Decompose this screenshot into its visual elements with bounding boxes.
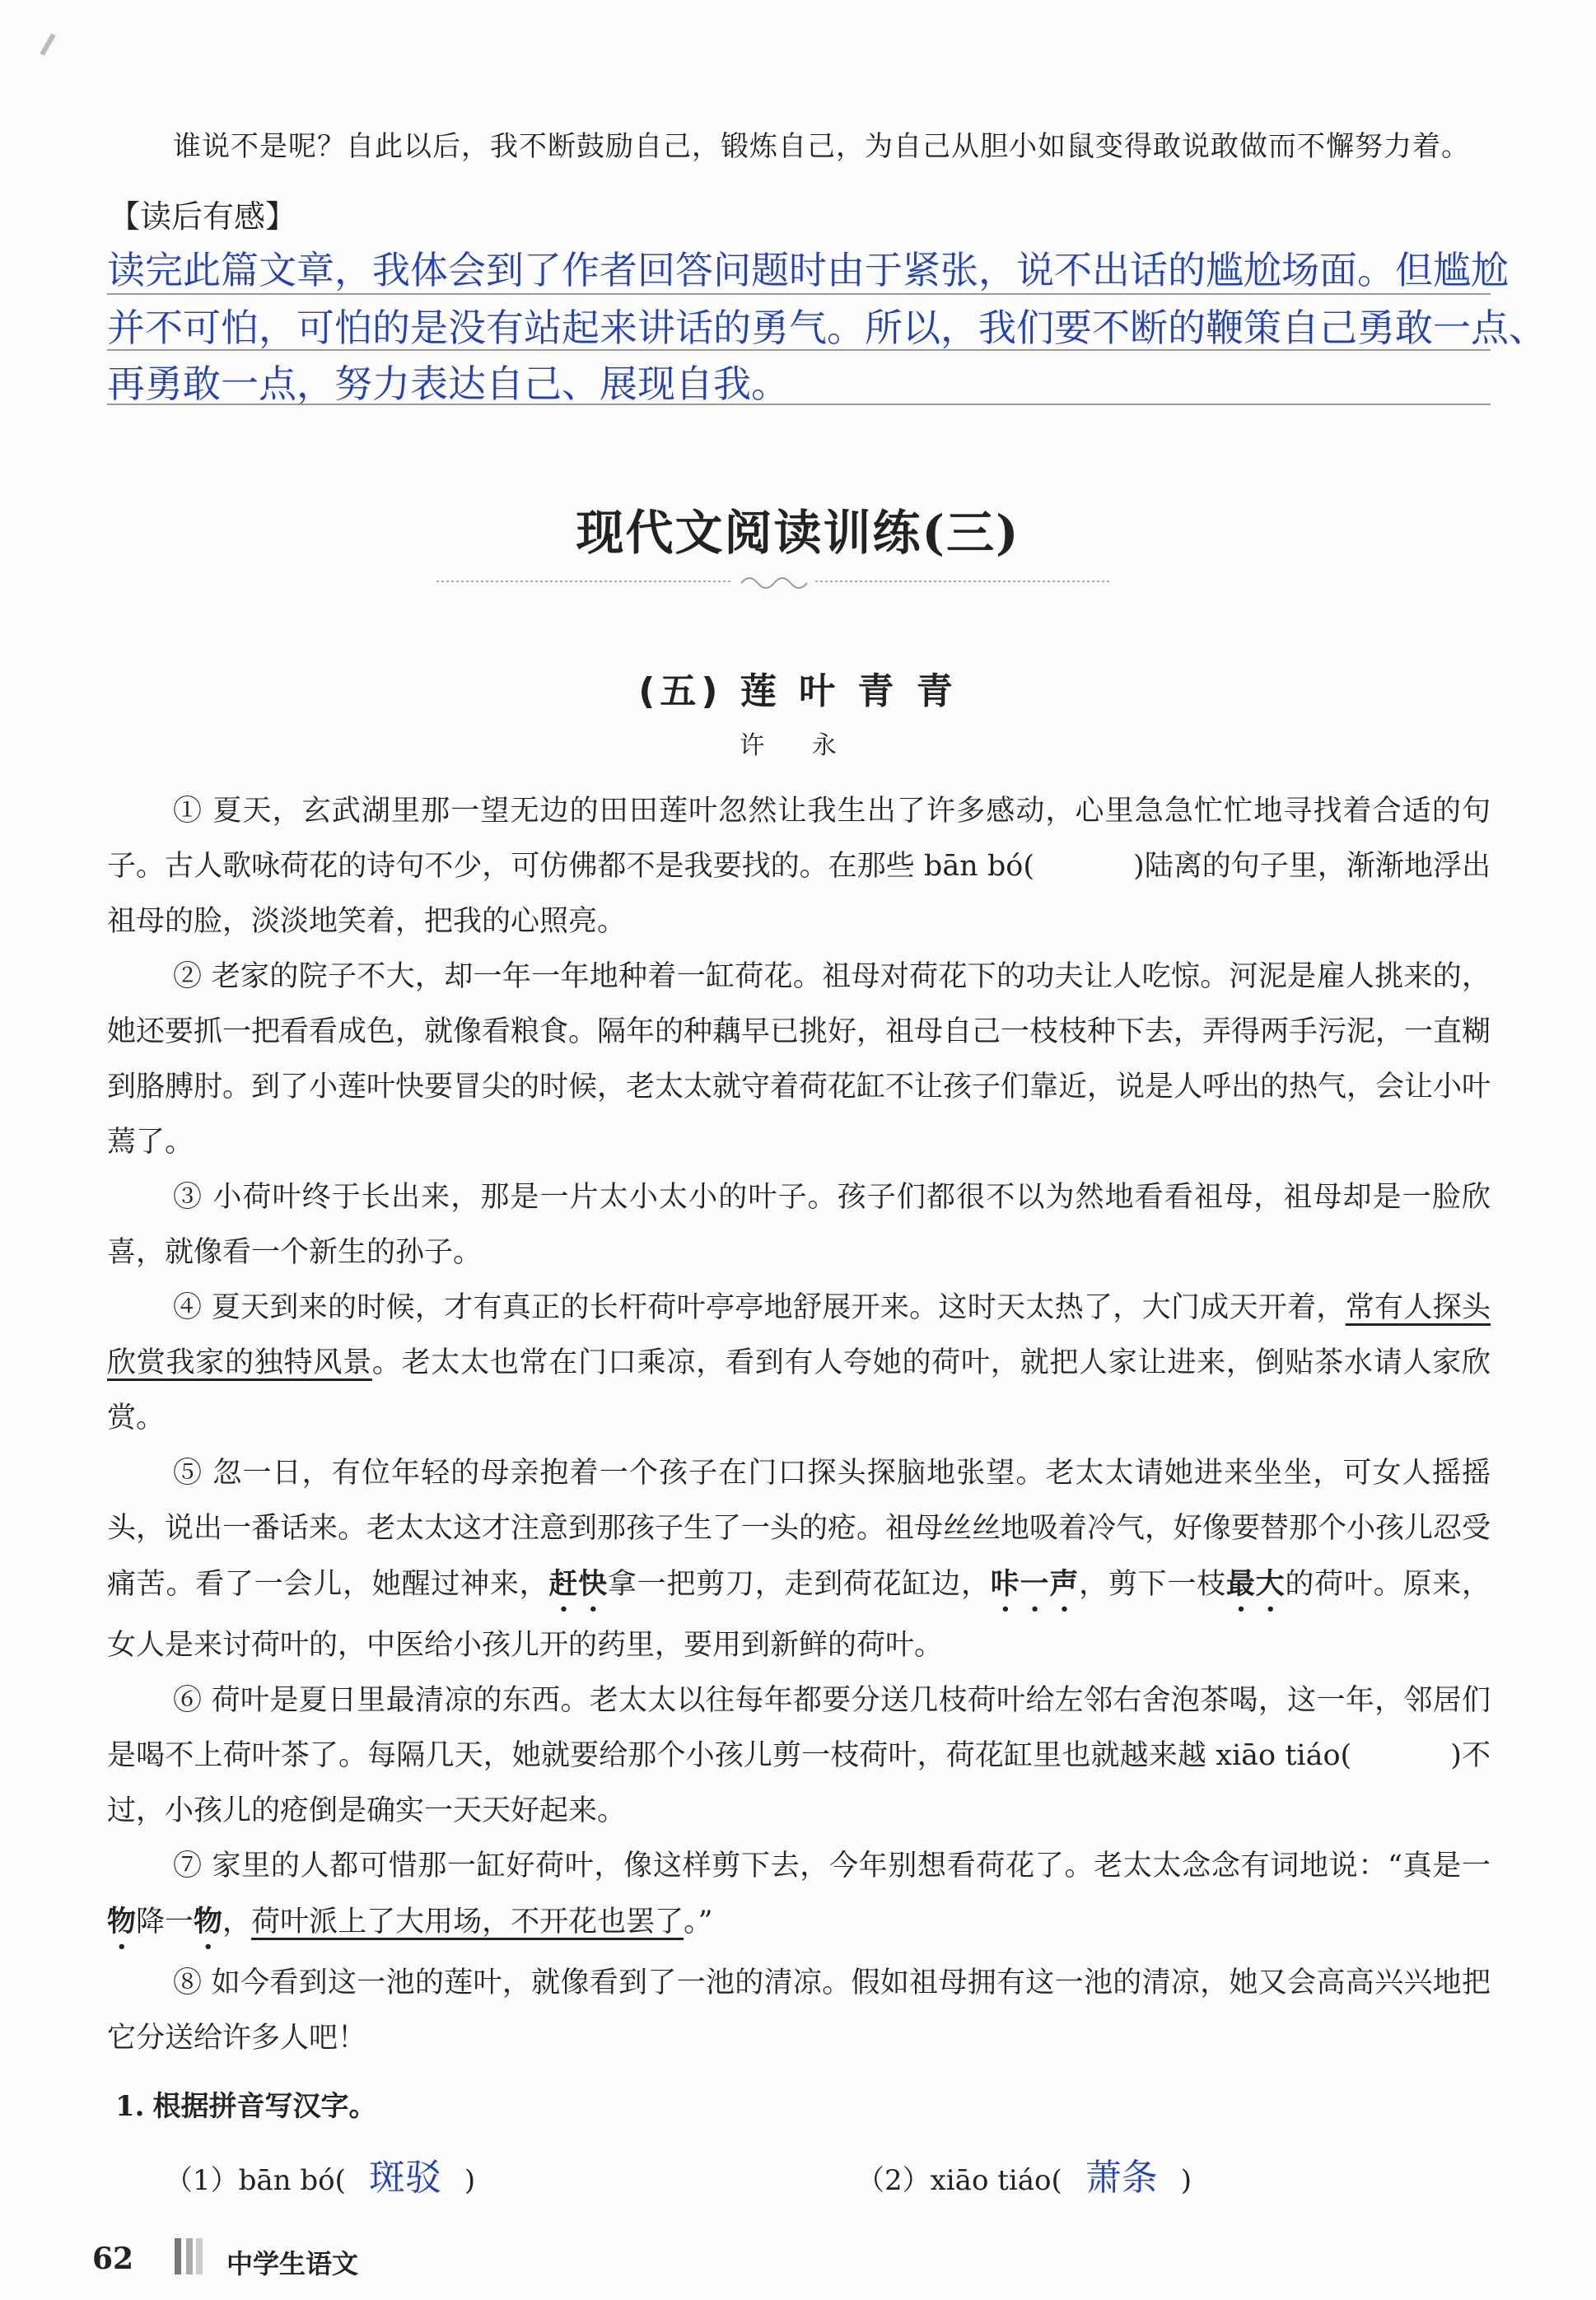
underlined-sentence-2: 荷叶派上了大用场，不开花也罢了 (251, 1906, 684, 1938)
paragraph-6: ⑥ 荷叶是夏日里最清凉的东西。老太太以往每年都要分送几枝荷叶给左邻右舍泡茶喝，这一年，邻居们是喝不上荷叶茶了。每隔几天，她就要给那个小孩儿剪一枝荷叶，荷花缸里也就越来越 xiāo tiáo( )不过，小孩儿的疮倒是确实一天天好起来。 (107, 1684, 1491, 1827)
writing-rule-2 (107, 349, 1491, 351)
previous-passage-last-line: 谁说不是呢？自此以后，我不断鼓励自己，锻炼自己，为自己从胆小如鼠变得敢说敢做而不懈努力着。 (173, 130, 1470, 163)
dotted-word-4: 物 (107, 1905, 137, 1938)
publication-name: 中学生语文 (226, 2248, 359, 2279)
question-1 (115, 2083, 377, 2124)
page-number: 62 (92, 2242, 134, 2276)
paragraph-8: ⑧ 如今看到这一池的莲叶，就像看到了一池的清凉。假如祖母拥有这一池的清凉，她又会高高兴兴地把它分送给许多人吧！ (107, 1966, 1491, 2055)
question-number: 1. (115, 2090, 145, 2123)
dotted-word-2: 咔一声 (990, 1567, 1080, 1601)
dotted-word-3: 最大 (1225, 1567, 1286, 1601)
reflection-line-3: 再勇敢一点，努力表达自己、展现自我。 (107, 362, 789, 406)
paragraph-3: ③ 小荷叶终于长出来，那是一片太小太小的叶子。孩子们都很不以为然地看看祖母，祖母却是一脸欣喜，就像看一个新生的孙子。 (107, 1181, 1491, 1269)
paragraph-1: ① 夏天，玄武湖里那一望无边的田田莲叶忽然让我生出了许多感动，心里急急忙忙地寻找着合适的句子。古人歌咏荷花的诗句不少，可仿佛都不是我要找的。在那些 bān bó( )陆离的句子里，渐渐地浮出祖母的脸，淡淡地笑着，把我的心照亮。 (107, 795, 1491, 938)
paragraph-7: ⑦ 家里的人都可惜那一缸好荷叶，像这样剪下去，今年别想看荷花了。老太太念念有词地说：“真是一物降一物，荷叶派上了大用场，不开花也罢了。” (107, 1850, 1491, 1938)
reflection-line-1: 读完此篇文章，我体会到了作者回答问题时由于紧张，说不出话的尴尬场面。但尴尬 (107, 248, 1509, 292)
handwritten-answer-2: 萧条 (1085, 2157, 1158, 2199)
page-corner-mark (40, 33, 55, 55)
article-author: 许 永 (740, 731, 856, 760)
dotted-word-5: 物 (194, 1905, 223, 1938)
footer-bars-decoration (175, 2238, 208, 2274)
answer-item-1: （1）bān bó( 斑驳 ) (165, 2157, 476, 2199)
paragraph-5: ⑤ 忽一日，有位年轻的母亲抱着一个孩子在门口探头探脑地张望。老太太请她进来坐坐，可女人摇摇头，说出一番话来。老太太这才注意到那孩子生了一头的疮。祖母丝丝地吸着冷气，好像要替那个小孩儿忍受痛苦。看了一会儿，她醒过神来，赶快拿一把剪刀，走到荷花缸边，咔一声，剪下一枝最大的荷叶。原来，女人是来讨荷叶的，中医给小孩儿开的药里，要用到新鲜的荷叶。 (107, 1457, 1491, 1662)
underlined-sentence-1: 常有人探头欣赏我家的独特风景 (107, 1291, 1491, 1379)
paragraph-2: ② 老家的院子不大，却一年一年地种着一缸荷花。祖母对荷花下的功夫让人吃惊。河泥是雇人挑来的，她还要抓一把看看成色，就像看粮食。隔年的种藕早已挑好，祖母自己一枝枝种下去，弄得两手污泥，一直糊到胳膊肘。到了小莲叶快要冒尖的时候，老太太就守着荷花缸不让孩子们靠近，说是人呼出的热气，会让小叶蔫了。 (107, 960, 1491, 1159)
question-prompt: 根据拼音写汉字。 (152, 2090, 377, 2123)
dotted-word-1: 赶快 (548, 1567, 608, 1601)
handwritten-answer-1: 斑驳 (368, 2157, 441, 2199)
reflection-heading: 【读后有感】 (109, 198, 297, 235)
writing-rule-3 (107, 404, 1491, 405)
reflection-line-2: 并不可怕，可怕的是没有站起来讲话的勇气。所以，我们要不断的鞭策自己勇敢一点、 (107, 306, 1547, 350)
answer-item-2: （2）xiāo tiáo( 萧条 ) (856, 2157, 1192, 2199)
writing-rule-1 (107, 293, 1491, 295)
paragraph-4: ④ 夏天到来的时候，才有真正的长杆荷叶亭亭地舒展开来。这时天太热了，大门成天开着，常有人探头欣赏我家的独特风景。老太太也常在门口乘凉，看到有人夸她的荷叶，就把人家让进来，倒贴茶水请人家欣赏。 (107, 1291, 1491, 1435)
title-ornament-divider (436, 575, 1112, 591)
section-title: 现代文阅读训练(三) (576, 505, 1020, 561)
article-body (107, 784, 1491, 2066)
article-title: (五) 莲 叶 青 青 (638, 670, 958, 712)
